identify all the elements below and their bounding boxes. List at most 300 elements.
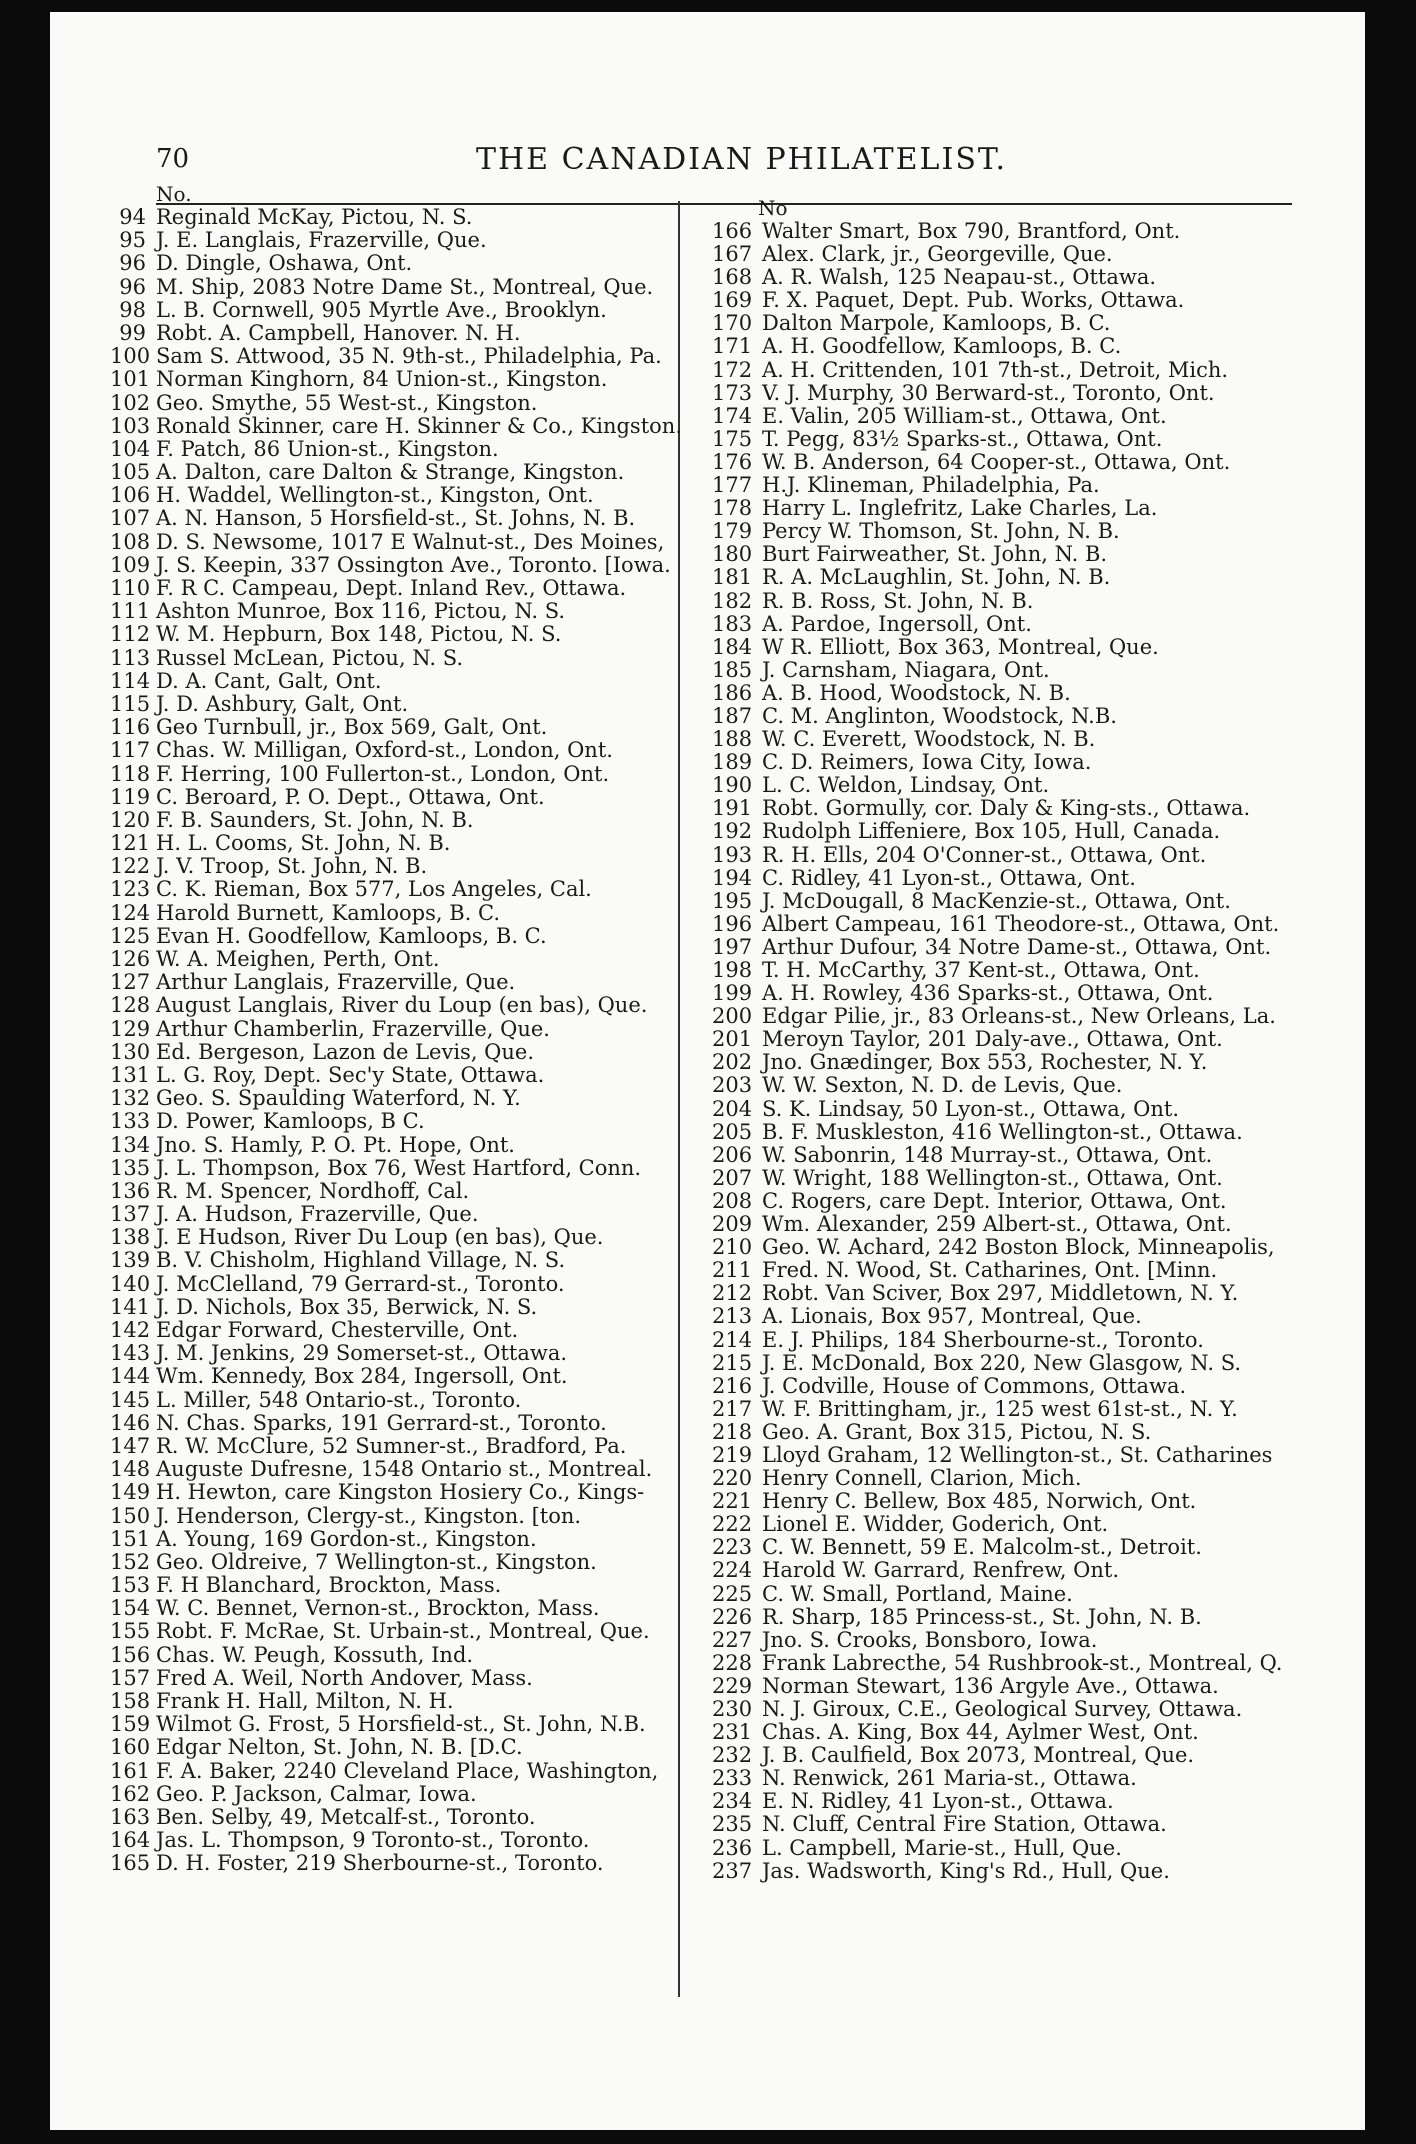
member-number: 149	[110, 1480, 151, 1505]
member-number: 191	[712, 796, 753, 821]
member-name-address: Wm. Alexander, 259 Albert-st., Ottawa, Ont.	[762, 1212, 1232, 1237]
member-name-address: A. B. Hood, Woodstock, N. B.	[762, 680, 1071, 705]
member-number: 117	[110, 738, 151, 763]
member-number: 125	[110, 923, 151, 948]
member-name-address: Meroyn Taylor, 201 Daly-ave., Ottawa, Ont.	[762, 1027, 1223, 1052]
member-name-address: Harry L. Inglefritz, Lake Charles, La.	[762, 496, 1158, 521]
member-number: 148	[110, 1457, 151, 1482]
member-entry	[110, 1296, 670, 1319]
member-number: 124	[110, 900, 151, 925]
member-number: 111	[110, 599, 151, 624]
member-number: 157	[110, 1665, 151, 1690]
member-number: 128	[110, 993, 151, 1018]
member-entry	[712, 705, 1312, 728]
member-entry	[712, 590, 1312, 613]
member-entry	[110, 1249, 670, 1272]
member-number: 100	[110, 344, 151, 369]
member-number: 223	[712, 1535, 753, 1560]
member-name-address: E. J. Philips, 184 Sherbourne-st., Toronto.	[762, 1327, 1204, 1352]
member-number: 232	[712, 1743, 753, 1768]
member-entry	[110, 1736, 670, 1759]
member-name-address: N. Renwick, 261 Maria-st., Ottawa.	[762, 1766, 1137, 1791]
member-number: 164	[110, 1828, 151, 1853]
member-entry	[712, 1467, 1312, 1490]
member-number: 173	[712, 380, 753, 405]
member-name-address: H. L. Cooms, St. John, N. B.	[156, 831, 451, 856]
member-number: 161	[110, 1758, 151, 1783]
member-number: 209	[712, 1212, 753, 1237]
member-name-address: August Langlais, River du Loup (en bas), Que.	[156, 993, 648, 1018]
member-name-address: C. Rogers, care Dept. Interior, Ottawa, Ont.	[762, 1188, 1227, 1213]
member-name-address: D. Dingle, Oshawa, Ont.	[156, 251, 413, 276]
member-number: 219	[712, 1442, 753, 1467]
member-name-address: J. D. Ashbury, Galt, Ont.	[156, 691, 409, 716]
member-name-address: N. J. Giroux, C.E., Geological Survey, Ottawa.	[762, 1697, 1243, 1721]
member-number: 212	[712, 1281, 753, 1306]
member-name-address: M. Ship, 2083 Notre Dame St., Montreal, Que.	[156, 274, 654, 299]
member-entry	[712, 844, 1312, 867]
member-entry	[712, 359, 1312, 382]
member-entry	[712, 797, 1312, 820]
member-entry	[712, 1513, 1312, 1536]
member-name-address: Edgar Forward, Chesterville, Ont.	[156, 1318, 519, 1342]
member-name-address: E. N. Ridley, 41 Lyon-st., Ottawa.	[762, 1789, 1114, 1814]
member-name-address: L. C. Weldon, Lindsay, Ont.	[762, 773, 1050, 798]
member-name-address: D. Power, Kamloops, B C.	[156, 1109, 425, 1134]
member-entry	[712, 659, 1312, 682]
member-entry	[712, 1028, 1312, 1051]
member-entry	[110, 647, 670, 670]
member-name-address: Chas. W. Peugh, Kossuth, Ind.	[156, 1642, 474, 1667]
member-name-address: A. Pardoe, Ingersoll, Ont.	[762, 611, 1032, 636]
member-entry	[110, 1319, 670, 1342]
member-number: 166	[712, 219, 753, 243]
member-name-address: J. M. Jenkins, 29 Somerset-st., Ottawa.	[156, 1341, 568, 1366]
member-entry	[110, 1690, 670, 1713]
member-name-address: Ed. Bergeson, Lazon de Levis, Que.	[156, 1039, 535, 1064]
member-number: 235	[712, 1812, 753, 1837]
member-name-address: Robt. A. Campbell, Hanover. N. H.	[156, 320, 521, 345]
member-name-address: W. M. Hepburn, Box 148, Pictou, N. S.	[156, 622, 562, 647]
member-number: 199	[712, 981, 753, 1006]
member-entry	[712, 405, 1312, 428]
member-entry	[110, 461, 670, 484]
member-number: 190	[712, 773, 753, 798]
member-entry	[110, 276, 670, 299]
member-entry	[712, 220, 1312, 243]
member-number: 115	[110, 691, 151, 716]
member-name-address: W. W. Sexton, N. D. de Levis, Que.	[762, 1073, 1123, 1098]
member-name-address: J. D. Nichols, Box 35, Berwick, N. S.	[156, 1294, 538, 1319]
member-entry	[110, 1713, 670, 1736]
member-name-address: Chas. A. King, Box 44, Aylmer West, Ont.	[762, 1720, 1199, 1745]
member-entry	[712, 1398, 1312, 1421]
member-name-address: Henry C. Bellew, Box 485, Norwich, Ont.	[762, 1489, 1197, 1514]
member-entry	[712, 1074, 1312, 1097]
member-number: 178	[712, 496, 753, 521]
member-number: 105	[110, 460, 151, 485]
member-name-address: Auguste Dufresne, 1548 Ontario st., Montreal.	[156, 1457, 653, 1482]
member-number: 196	[712, 911, 753, 936]
member-entry	[110, 1110, 670, 1133]
member-number: 156	[110, 1642, 151, 1667]
member-number: 231	[712, 1720, 753, 1745]
member-entry	[712, 1559, 1312, 1582]
member-name-address: D. S. Newsome, 1017 E Walnut-st., Des Moines,	[156, 529, 665, 554]
member-number: 183	[712, 611, 753, 636]
member-entry	[712, 497, 1312, 520]
member-entry	[110, 1226, 670, 1249]
member-name-address: Geo Turnbull, jr., Box 569, Galt, Ont.	[156, 715, 548, 740]
member-number: 106	[110, 483, 151, 508]
member-entry	[712, 751, 1312, 774]
member-name-address: Edgar Nelton, St. John, N. B. [D.C.	[156, 1735, 523, 1760]
member-number: 146	[110, 1410, 151, 1435]
member-name-address: A. H. Rowley, 436 Sparks-st., Ottawa, Ont.	[762, 981, 1214, 1006]
member-number: 221	[712, 1489, 753, 1514]
member-name-address: F. A. Baker, 2240 Cleveland Place, Washington,	[156, 1758, 659, 1783]
member-name-address: Albert Campeau, 161 Theodore-st., Ottawa, Ont.	[762, 911, 1280, 936]
member-name-address: W. B. Anderson, 64 Cooper-st., Ottawa, Ont.	[762, 449, 1231, 474]
member-entry	[712, 335, 1312, 358]
member-number: 145	[110, 1387, 151, 1412]
member-entry	[110, 1157, 670, 1180]
member-entry	[712, 1144, 1312, 1167]
member-entry	[110, 716, 670, 739]
member-entry	[110, 925, 670, 948]
member-entry	[110, 1760, 670, 1783]
member-entry	[110, 600, 670, 623]
member-entry	[712, 1721, 1312, 1744]
member-number: 227	[712, 1627, 753, 1652]
member-entry	[110, 438, 670, 461]
member-number: 104	[110, 436, 151, 461]
member-name-address: Jas. L. Thompson, 9 Toronto-st., Toronto.	[156, 1828, 590, 1853]
member-entry	[712, 428, 1312, 451]
member-number: 160	[110, 1735, 151, 1760]
member-entry	[712, 1236, 1312, 1259]
member-entry	[712, 1421, 1312, 1444]
member-name-address: Wilmot G. Frost, 5 Horsfield-st., St. John, N.B.	[156, 1712, 646, 1737]
member-name-address: T. H. McCarthy, 37 Kent-st., Ottawa, Ont.	[762, 958, 1200, 982]
member-name-address: B. F. Muskleston, 416 Wellington-st., Ottawa.	[762, 1119, 1243, 1144]
member-number: 120	[110, 807, 151, 832]
member-name-address: Percy W. Thomson, St. John, N. B.	[762, 519, 1120, 544]
member-entry	[712, 1698, 1312, 1721]
member-entry	[110, 693, 670, 716]
member-name-address: A. Young, 169 Gordon-st., Kingston.	[156, 1526, 537, 1551]
member-entry	[712, 1813, 1312, 1836]
member-entry	[712, 636, 1312, 659]
member-name-address: L. G. Roy, Dept. Sec'y State, Ottawa.	[156, 1062, 545, 1087]
member-name-address: J. McClelland, 79 Gerrard-st., Toronto.	[156, 1271, 565, 1296]
member-number: 233	[712, 1766, 753, 1791]
member-number: 139	[110, 1248, 151, 1273]
member-entry	[712, 867, 1312, 890]
member-number: 133	[110, 1109, 151, 1134]
member-number: 211	[712, 1258, 753, 1283]
member-number: 197	[712, 934, 753, 959]
right-column	[712, 197, 1312, 1883]
member-name-address: W. Wright, 188 Wellington-st., Ottawa, Ont.	[762, 1165, 1223, 1190]
member-name-address: A. Dalton, care Dalton & Strange, Kingston.	[156, 460, 625, 485]
member-number: 123	[110, 877, 151, 902]
member-number: 168	[712, 265, 753, 290]
member-number: 182	[712, 588, 753, 613]
member-entry	[110, 345, 670, 368]
member-number: 179	[712, 519, 753, 544]
member-number: 152	[110, 1549, 151, 1574]
member-name-address: Chas. W. Milligan, Oxford-st., London, Ont.	[156, 738, 613, 763]
member-entry	[110, 739, 670, 762]
member-name-address: Dalton Marpole, Kamloops, B. C.	[762, 311, 1111, 336]
member-entry	[110, 1389, 670, 1412]
member-number: 122	[110, 854, 151, 879]
member-entry	[712, 520, 1312, 543]
member-number: 114	[110, 668, 151, 693]
member-number: 158	[110, 1689, 151, 1713]
member-name-address: Jno. S. Hamly, P. O. Pt. Hope, Ont.	[156, 1132, 515, 1157]
member-name-address: H. Hewton, care Kingston Hosiery Co., Kings-	[156, 1480, 645, 1505]
member-name-address: A. Lionais, Box 957, Montreal, Que.	[762, 1304, 1142, 1329]
member-name-address: L. Campbell, Marie-st., Hull, Que.	[762, 1835, 1122, 1860]
member-entry	[712, 1005, 1312, 1028]
member-number: 96	[119, 274, 146, 299]
member-entry	[110, 507, 670, 530]
member-name-address: Ashton Munroe, Box 116, Pictou, N. S.	[156, 599, 566, 624]
member-number: 169	[712, 288, 753, 313]
member-name-address: W. F. Brittingham, jr., 125 west 61st-st., N. Y.	[762, 1396, 1238, 1421]
member-entry	[712, 890, 1312, 913]
member-name-address: S. K. Lindsay, 50 Lyon-st., Ottawa, Ont.	[762, 1096, 1180, 1121]
member-name-address: Fred A. Weil, North Andover, Mass.	[156, 1665, 533, 1690]
member-number: 213	[712, 1304, 753, 1329]
member-number: 129	[110, 1016, 151, 1041]
member-number: 188	[712, 727, 753, 752]
member-number: 118	[110, 761, 151, 786]
member-entry	[712, 289, 1312, 312]
member-number: 184	[712, 634, 753, 659]
member-number: 175	[712, 426, 753, 451]
member-entry	[110, 1783, 670, 1806]
member-name-address: J. Henderson, Clergy-st., Kingston. [ton.	[156, 1503, 582, 1528]
member-name-address: J. L. Thompson, Box 76, West Hartford, Conn.	[156, 1155, 642, 1180]
member-name-address: Harold Burnett, Kamloops, B. C.	[156, 900, 500, 925]
member-name-address: Rudolph Liffeniere, Box 105, Hull, Canada.	[762, 819, 1221, 844]
member-number: 198	[712, 958, 753, 982]
member-number: 126	[110, 947, 151, 971]
member-name-address: Arthur Langlais, Frazerville, Que.	[156, 970, 516, 995]
member-number: 218	[712, 1419, 753, 1444]
member-entry	[110, 1203, 670, 1226]
member-entry	[712, 1167, 1312, 1190]
member-number: 172	[712, 357, 753, 382]
member-number: 138	[110, 1225, 151, 1250]
member-number: 193	[712, 842, 753, 867]
member-name-address: J. B. Caulfield, Box 2073, Montreal, Que.	[762, 1743, 1195, 1768]
member-number: 127	[110, 970, 151, 995]
member-number: 165	[110, 1851, 151, 1876]
member-entry	[712, 959, 1312, 982]
member-name-address: J. E Hudson, River Du Loup (en bas), Que.	[156, 1225, 604, 1250]
member-entry	[712, 1744, 1312, 1767]
member-entry	[110, 368, 670, 391]
member-entry	[110, 670, 670, 693]
member-name-address: Jno. Gnædinger, Box 553, Rochester, N. Y.	[762, 1050, 1208, 1075]
member-number: 201	[712, 1027, 753, 1052]
member-number: 116	[110, 715, 151, 740]
member-entry	[712, 1536, 1312, 1559]
member-name-address: Reginald McKay, Pictou, N. S.	[156, 205, 473, 229]
member-number: 207	[712, 1165, 753, 1190]
member-name-address: C. M. Anglinton, Woodstock, N.B.	[762, 703, 1117, 728]
member-number: 109	[110, 552, 151, 577]
member-entry	[110, 1505, 670, 1528]
member-name-address: A. R. Walsh, 125 Neapau-st., Ottawa.	[762, 265, 1157, 290]
member-entry	[712, 1329, 1312, 1352]
member-name-address: Robt. Gormully, cor. Daly & King-sts., Ottawa.	[762, 796, 1251, 821]
member-name-address: J. E. Langlais, Frazerville, Que.	[156, 228, 487, 253]
member-number: 228	[712, 1650, 753, 1675]
member-entry	[712, 1444, 1312, 1467]
member-name-address: W. C. Everett, Woodstock, N. B.	[762, 727, 1096, 752]
member-entry	[110, 299, 670, 322]
member-number: 224	[712, 1558, 753, 1583]
member-entry	[110, 878, 670, 901]
member-number: 230	[712, 1697, 753, 1721]
member-entry	[712, 982, 1312, 1005]
member-number: 181	[712, 565, 753, 590]
member-name-address: E. Valin, 205 William-st., Ottawa, Ont.	[762, 403, 1167, 428]
member-name-address: F. Patch, 86 Union-st., Kingston.	[156, 436, 499, 461]
member-number: 150	[110, 1503, 151, 1528]
member-entry	[712, 1837, 1312, 1860]
member-entry	[110, 1528, 670, 1551]
member-entry	[110, 322, 670, 345]
member-number: 187	[712, 703, 753, 728]
member-number: 162	[110, 1781, 151, 1806]
member-number: 225	[712, 1581, 753, 1606]
member-entry	[110, 971, 670, 994]
member-entry	[712, 543, 1312, 566]
member-entry	[712, 613, 1312, 636]
member-entry	[110, 392, 670, 415]
member-name-address: F. Herring, 100 Fullerton-st., London, Ont.	[156, 761, 610, 786]
member-number: 171	[712, 334, 753, 359]
member-name-address: L. Miller, 548 Ontario-st., Toronto.	[156, 1387, 522, 1412]
member-entry	[712, 474, 1312, 497]
member-entry	[110, 1180, 670, 1203]
member-number: 95	[119, 228, 146, 253]
member-number: 144	[110, 1364, 151, 1389]
member-entry	[712, 1259, 1312, 1282]
member-name-address: Fred. N. Wood, St. Catharines, Ont. [Minn.	[762, 1258, 1218, 1283]
member-number: 131	[110, 1062, 151, 1087]
member-entry	[712, 936, 1312, 959]
member-name-address: C. W. Bennett, 59 E. Malcolm-st., Detroit.	[762, 1535, 1202, 1560]
member-name-address: Evan H. Goodfellow, Kamloops, B. C.	[156, 923, 547, 948]
member-number: 222	[712, 1512, 753, 1537]
member-number: 236	[712, 1835, 753, 1860]
member-number: 194	[712, 865, 753, 890]
member-entry	[110, 832, 670, 855]
member-entry	[110, 786, 670, 809]
member-number: 143	[110, 1341, 151, 1366]
member-name-address: N. Cluff, Central Fire Station, Ottawa.	[762, 1812, 1167, 1837]
member-name-address: A. H. Crittenden, 101 7th-st., Detroit, Mich.	[762, 357, 1229, 382]
member-number: 121	[110, 831, 151, 856]
member-number: 210	[712, 1235, 753, 1260]
member-entry	[712, 1305, 1312, 1328]
member-entry	[712, 243, 1312, 266]
member-name-address: Norman Kinghorn, 84 Union-st., Kingston.	[156, 367, 608, 392]
member-number: 112	[110, 622, 151, 647]
member-entry	[110, 809, 670, 832]
left-column	[110, 182, 682, 1876]
member-number: 192	[712, 819, 753, 844]
member-name-address: J. V. Troop, St. John, N. B.	[156, 854, 428, 879]
page-header	[156, 138, 1292, 186]
member-entry	[712, 1121, 1312, 1144]
member-entry	[110, 1412, 670, 1435]
member-name-address: R. M. Spencer, Nordhoff, Cal.	[156, 1178, 470, 1203]
member-entry	[110, 577, 670, 600]
member-number: 186	[712, 680, 753, 705]
member-entry	[110, 1667, 670, 1690]
member-number: 202	[712, 1050, 753, 1075]
member-name-address: Russel McLean, Pictou, N. S.	[156, 645, 464, 670]
member-number: 220	[712, 1466, 753, 1491]
member-name-address: Burt Fairweather, St. John, N. B.	[762, 542, 1108, 567]
member-name-address: R. H. Ells, 204 O'Conner-st., Ottawa, Ont.	[762, 842, 1207, 867]
member-entry	[712, 1352, 1312, 1375]
member-number: 98	[119, 297, 146, 322]
member-name-address: C. W. Small, Portland, Maine.	[762, 1581, 1073, 1606]
member-name-address: F. X. Paquet, Dept. Pub. Works, Ottawa.	[762, 288, 1185, 313]
member-entry	[110, 1087, 670, 1110]
member-name-address: D. H. Foster, 219 Sherbourne-st., Toronto.	[156, 1851, 604, 1876]
member-entry	[110, 994, 670, 1017]
member-entry	[712, 566, 1312, 589]
member-name-address: J. McDougall, 8 MacKenzie-st., Ottawa, Ont.	[762, 888, 1231, 913]
member-number: 101	[110, 367, 151, 392]
member-name-address: V. J. Murphy, 30 Berward-st., Toronto, Ont.	[762, 380, 1215, 405]
member-name-address: Henry Connell, Clarion, Mich.	[762, 1466, 1082, 1491]
member-name-address: H.J. Klineman, Philadelphia, Pa.	[762, 473, 1100, 498]
member-number: 136	[110, 1178, 151, 1203]
member-entry	[110, 229, 670, 252]
member-name-address: Arthur Dufour, 34 Notre Dame-st., Ottawa, Ont.	[762, 934, 1272, 959]
member-number: 147	[110, 1433, 151, 1458]
member-number: 135	[110, 1155, 151, 1180]
member-entry	[712, 312, 1312, 335]
member-entry	[110, 855, 670, 878]
member-name-address: J. Carnsham, Niagara, Ont.	[762, 657, 1050, 682]
member-name-address: Jas. Wadsworth, King's Rd., Hull, Que.	[762, 1858, 1170, 1883]
member-name-address: R. Sharp, 185 Princess-st., St. John, N. B.	[762, 1604, 1202, 1629]
member-entry	[110, 1041, 670, 1064]
member-name-address: Robt. F. McRae, St. Urbain-st., Montreal, Que.	[156, 1619, 650, 1644]
member-entry	[110, 1829, 670, 1852]
member-name-address: B. V. Chisholm, Highland Village, N. S.	[156, 1248, 566, 1273]
member-name-address: Lloyd Graham, 12 Wellington-st., St. Catharines	[762, 1442, 1273, 1467]
member-entry	[712, 1652, 1312, 1675]
member-name-address: N. Chas. Sparks, 191 Gerrard-st., Toronto.	[156, 1410, 607, 1435]
member-number: 151	[110, 1526, 151, 1551]
member-number: 177	[712, 473, 753, 498]
member-name-address: L. B. Cornwell, 905 Myrtle Ave., Brooklyn.	[156, 297, 607, 322]
member-name-address: Sam S. Attwood, 35 N. 9th-st., Philadelphia, Pa.	[156, 344, 662, 369]
